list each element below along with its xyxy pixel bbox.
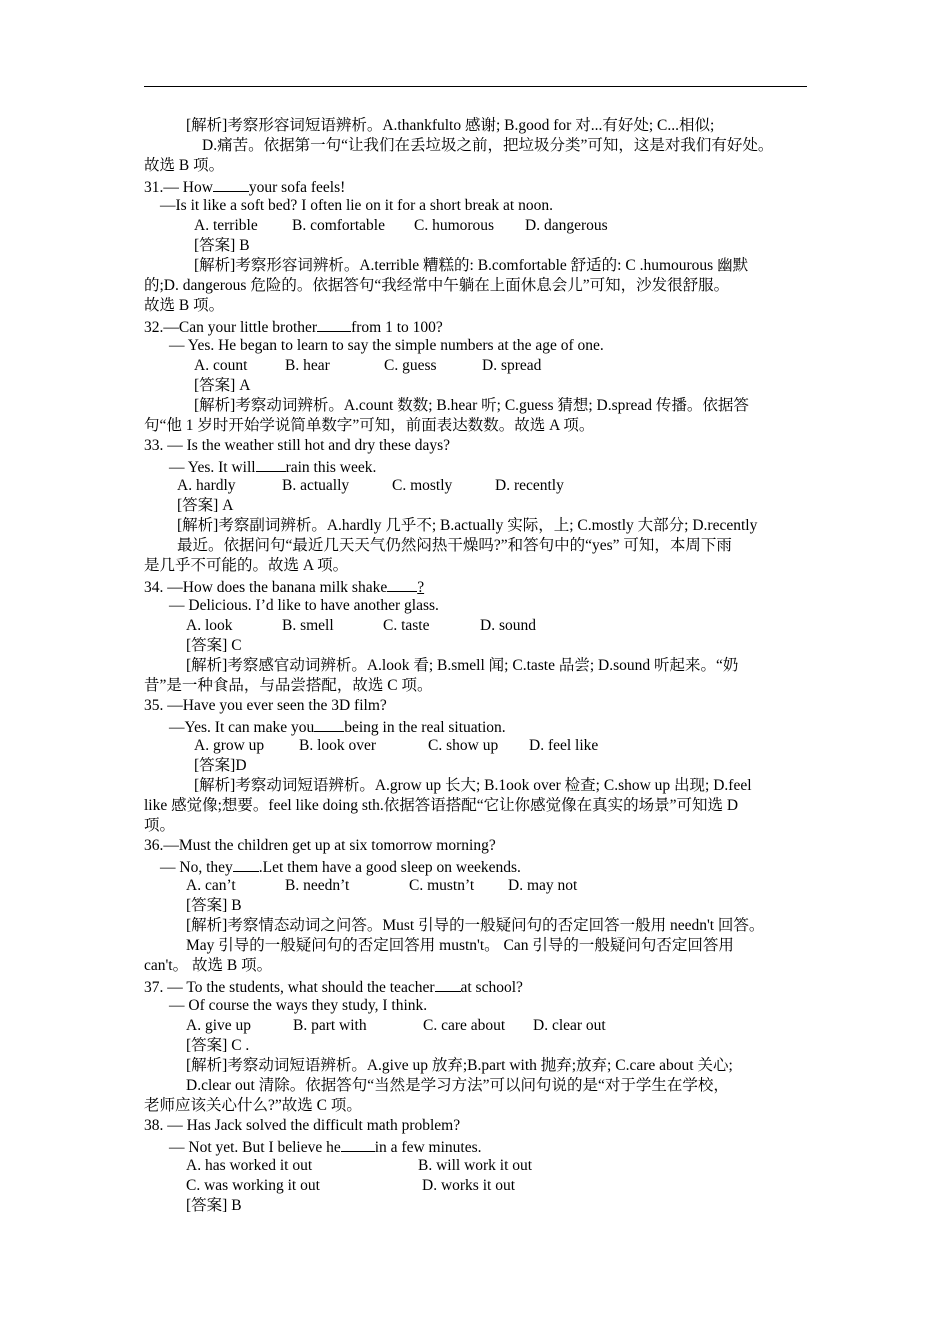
option: C. mustn’t [409, 877, 475, 894]
question-reply: —Yes. It can make you being in the real situation. [144, 716, 814, 736]
analysis-line: 昔”是一种食品，与品尝搭配，故选 C 项。 [144, 677, 433, 694]
answer-line: [答案] B [194, 237, 250, 254]
analysis-line: [解析]考察动词短语辨析。A.grow up 长大; B.1ook over 检查; C.show up 出现; D.feel [194, 777, 752, 794]
option: A. terrible [194, 217, 258, 234]
question-stem: 36.—Must the children get up at six tomorrow morning? [144, 837, 496, 854]
options-row [144, 476, 814, 496]
option: D. feel like [529, 737, 599, 754]
options-row [144, 1156, 814, 1176]
answer-line: [答案] B [186, 1197, 242, 1214]
answer-line: [答案] C . [186, 1037, 250, 1054]
option: B. needn’t [285, 877, 350, 894]
options-row [144, 736, 814, 756]
option: B. actually [282, 477, 350, 494]
option: D. may not [508, 877, 578, 894]
analysis-line: 老师应该关心什么?”故选 C 项。 [144, 1097, 362, 1114]
option: B. comfortable [292, 217, 385, 234]
option: C. guess [384, 357, 437, 374]
question-reply: — Yes. He began to learn to say the simple numbers at the age of one. [169, 337, 604, 354]
analysis-line: 项。 [144, 817, 176, 834]
option: D. spread [482, 357, 542, 374]
analysis-line: 最近。依据问句“最近几天天气仍然闷热干燥吗?”和答句中的“yes” 可知，本周下雨 [177, 537, 732, 554]
analysis-line: 的;D. dangerous 危险的。依据答句“我经常中午躺在上面休息会儿”可知，沙发很舒服。 [144, 277, 730, 294]
options-row [144, 1016, 814, 1036]
answer-line: [答案] C [186, 637, 242, 654]
question-reply: — Delicious. I’d like to have another glass. [169, 597, 439, 614]
option: C. was working it out [186, 1177, 320, 1194]
option: C. care about [423, 1017, 506, 1034]
analysis-line: 是几乎不可能的。故选 A 项。 [144, 557, 349, 574]
option: A. grow up [194, 737, 265, 754]
analysis-line: D.clear out 清除。依据答句“当然是学习方法”可以问句说的是“对于学生在学校， [186, 1077, 729, 1094]
option: C. taste [383, 617, 430, 634]
option: D. sound [480, 617, 536, 634]
analysis-line: 故选 B 项。 [144, 157, 225, 174]
option: D. works it out [422, 1177, 515, 1194]
analysis-line: can't。 故选 B 项。 [144, 957, 273, 974]
analysis-line: [解析]考察动词短语辨析。A.give up 放弃;B.part with 抛弃;放弃; C.care about 关心; [186, 1057, 733, 1074]
options-row [144, 216, 814, 236]
answer-blank [341, 1136, 375, 1152]
question-reply: — No, they .Let them have a good sleep on weekends. [144, 856, 814, 876]
question-reply: — Yes. It will rain this week. [144, 456, 814, 476]
document-page [144, 116, 814, 1216]
option: D. clear out [533, 1017, 606, 1034]
option: B. smell [282, 617, 334, 634]
option: B. look over [299, 737, 377, 754]
answer-line: [答案]D [194, 757, 247, 774]
question-stem: 31.— How your sofa feels! [144, 176, 814, 196]
analysis-line: [解析]考察副词辨析。A.hardly 几乎不; B.actually 实际，上; C.mostly 大部分; D.recently [177, 517, 758, 534]
question-reply: —Is it like a soft bed? I often lie on it for a short break at noon. [160, 197, 553, 214]
answer-line: [答案] B [186, 897, 242, 914]
options-row [144, 1176, 814, 1196]
analysis-line: [解析]考察动词辨析。A.count 数数; B.hear 听; C.guess 猜想; D.spread 传播。依据答 [194, 397, 749, 414]
analysis-line: [解析]考察形容词短语辨析。A.thankfulto 感谢; B.good for 对...有好处; C...相似; [186, 117, 715, 134]
question-reply: — Of course the ways they study, I think. [169, 997, 428, 1014]
option: A. count [194, 357, 248, 374]
options-row [144, 876, 814, 896]
analysis-line: [解析]考察形容词辨析。A.terrible 糟糕的: B.comfortable 舒适的: C .humourous 幽默 [194, 257, 749, 274]
options-row [144, 356, 814, 376]
question-stem: 32.—Can your little brother from 1 to 100? [144, 316, 814, 336]
answer-blank [233, 856, 259, 872]
question-stem: 37. — To the students, what should the teacher at school? [144, 976, 814, 996]
answer-blank [213, 176, 249, 192]
header-rule [144, 86, 807, 87]
option: A. can’t [186, 877, 236, 894]
answer-blank [317, 316, 351, 332]
question-stem: 35. —Have you ever seen the 3D film? [144, 697, 387, 714]
option: A. give up [186, 1017, 252, 1034]
answer-line: [答案] A [177, 497, 234, 514]
option: C. humorous [414, 217, 495, 234]
option: B. will work it out [418, 1157, 533, 1174]
option: C. mostly [392, 477, 453, 494]
answer-line: [答案] A [194, 377, 251, 394]
option: B. hear [285, 357, 330, 374]
analysis-line: like 感觉像;想要。feel like doing sth.依据答语搭配“它让你感觉像在真实的场景”可知选 D [144, 797, 739, 814]
option: D. recently [495, 477, 564, 494]
question-reply: — Not yet. But I believe he in a few minutes. [144, 1136, 814, 1156]
analysis-line: D.痛苦。依据第一句“让我们在丢垃圾之前，把垃圾分类”可知，这是对我们有好处。 [202, 137, 774, 154]
analysis-line: [解析]考察情态动词之问答。Must 引导的一般疑问句的否定回答一般用 needn't 回答。 [186, 917, 765, 934]
question-stem: 33. — Is the weather still hot and dry these days? [144, 437, 451, 454]
analysis-line: 句“他 1 岁时开始学说简单数字”可知，前面表达数数。故选 A 项。 [144, 417, 595, 434]
question-stem: 34. —How does the banana milk shake ? [144, 576, 814, 596]
analysis-line: 故选 B 项。 [144, 297, 225, 314]
option: C. show up [428, 737, 499, 754]
option: A. hardly [177, 477, 236, 494]
answer-blank [387, 576, 417, 592]
answer-blank [256, 456, 286, 472]
answer-blank [435, 976, 461, 992]
option: D. dangerous [525, 217, 608, 234]
option: B. part with [293, 1017, 367, 1034]
analysis-line: May 引导的一般疑问句的否定回答用 mustn't。 Can 引导的一般疑问句否定回答用 [186, 937, 734, 954]
options-row [144, 616, 814, 636]
option: A. has worked it out [186, 1157, 313, 1174]
question-stem: 38. — Has Jack solved the difficult math problem? [144, 1117, 461, 1134]
option: A. look [186, 617, 233, 634]
analysis-line: [解析]考察感官动词辨析。A.look 看; B.smell 闻; C.taste 品尝; D.sound 听起来。“奶 [186, 657, 739, 674]
answer-blank [314, 716, 344, 732]
